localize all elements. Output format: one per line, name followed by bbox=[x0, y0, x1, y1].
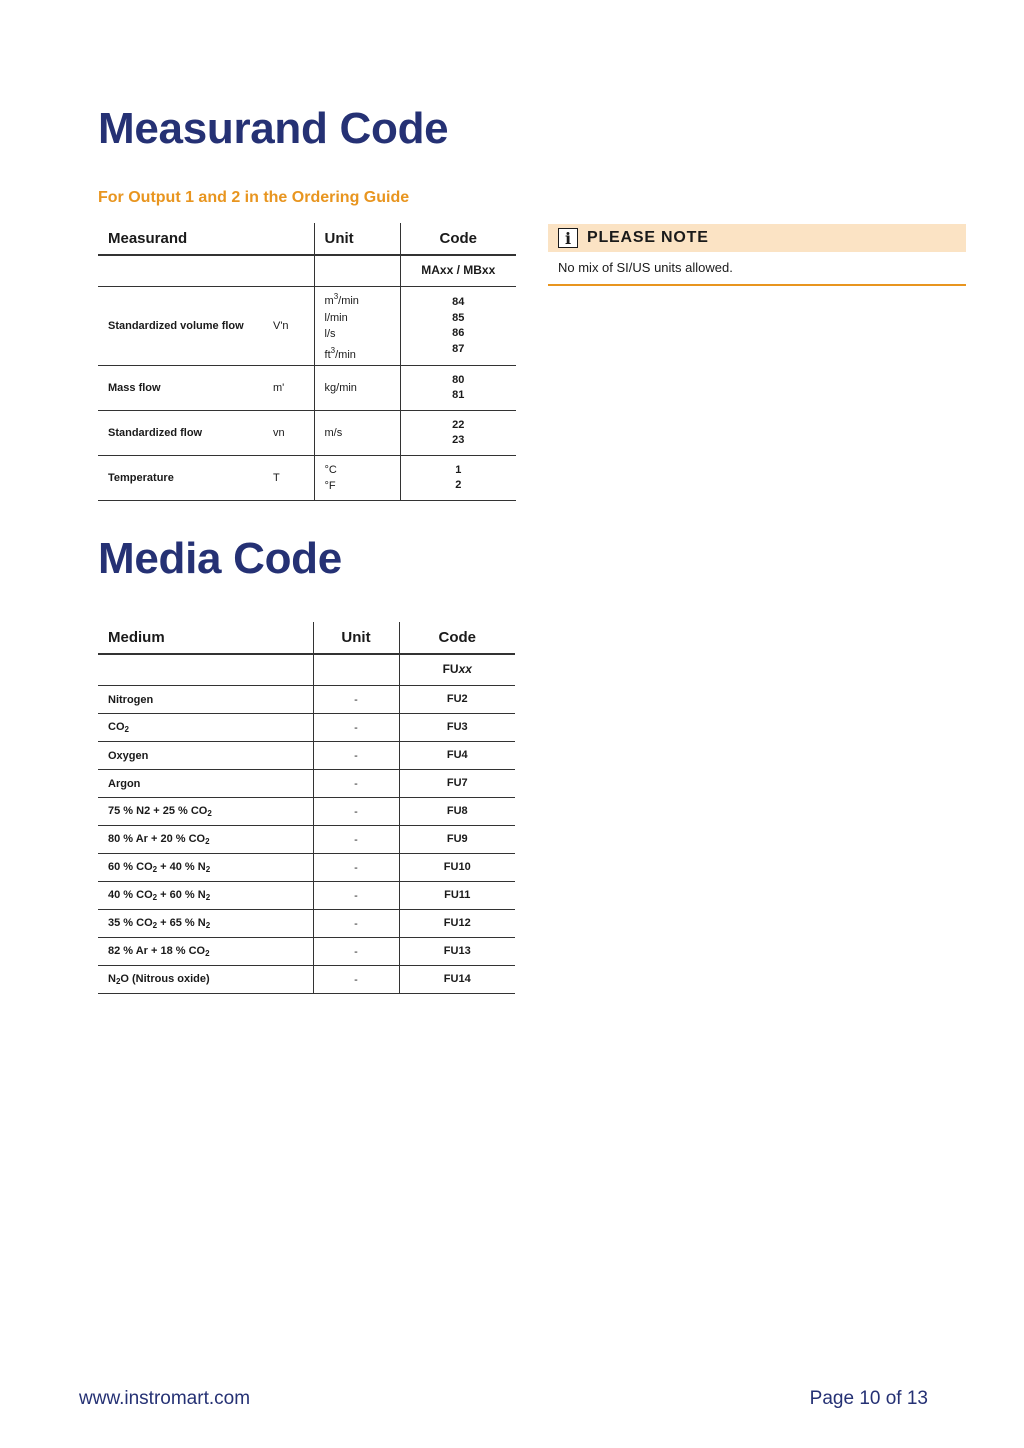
code-value: 22 bbox=[452, 418, 465, 431]
medium-unit: - bbox=[313, 826, 399, 854]
code-value: 86 bbox=[452, 327, 465, 339]
medium-unit: - bbox=[313, 882, 399, 910]
website-link[interactable]: www.instromart.com bbox=[79, 1388, 251, 1409]
medium-name: $CO_2$ bbox=[98, 714, 313, 742]
medium-header: Medium bbox=[98, 622, 313, 654]
code-prefix-row bbox=[98, 255, 516, 287]
measurand-row bbox=[98, 411, 516, 456]
medium-name: 35 % $CO_2 + 65$ % $N_2$ bbox=[98, 910, 313, 938]
unit-header: Unit bbox=[314, 223, 400, 255]
medium-name: Oxygen bbox=[98, 742, 313, 770]
medium-name: Nitrogen bbox=[98, 686, 313, 714]
medium-code: FU9 bbox=[399, 826, 515, 854]
code-prefix: FUxx bbox=[399, 654, 515, 686]
code-prefix-row bbox=[98, 654, 515, 686]
media-row bbox=[98, 938, 515, 966]
medium-code: FU8 bbox=[399, 798, 515, 826]
measurand-symbol: T bbox=[273, 456, 314, 501]
code-value: 85 bbox=[452, 311, 465, 324]
measurand-table bbox=[98, 223, 516, 501]
unit-value: m/s bbox=[324, 426, 343, 439]
medium-name: 80 % Ar + 20 % $CO_2$ bbox=[98, 826, 313, 854]
measurand-name: Temperature bbox=[98, 456, 273, 501]
page-number: Page 10 of 13 bbox=[809, 1388, 928, 1409]
medium-code: FU10 bbox=[399, 854, 515, 882]
medium-code: FU13 bbox=[399, 938, 515, 966]
code-value: 81 bbox=[452, 389, 465, 401]
medium-name: Argon bbox=[98, 770, 313, 798]
measurand-name: Mass flow bbox=[98, 366, 273, 411]
measurand-header: Measurand bbox=[98, 223, 314, 255]
medium-unit: - bbox=[313, 742, 399, 770]
note-text: No mix of SI/US units allowed. bbox=[548, 252, 966, 286]
measurand-codes bbox=[400, 456, 516, 501]
medium-code: FU12 bbox=[399, 910, 515, 938]
measurand-symbol: V'n bbox=[273, 287, 314, 366]
medium-unit: - bbox=[313, 798, 399, 826]
measurand-name: Standardized volume flow bbox=[98, 287, 273, 366]
measurand-name: Standardized flow bbox=[98, 411, 273, 456]
medium-unit: - bbox=[313, 714, 399, 742]
note-header bbox=[548, 224, 966, 252]
medium-unit: - bbox=[313, 966, 399, 994]
medium-unit: - bbox=[313, 938, 399, 966]
unit-value: °F bbox=[324, 480, 336, 492]
media-row bbox=[98, 798, 515, 826]
please-note-box bbox=[548, 224, 966, 286]
measurand-row bbox=[98, 366, 516, 411]
medium-name: 75 % N2 + 25 % $CO_2$ bbox=[98, 798, 313, 826]
medium-name: 40 % $CO_2 + 60$ % $N_2$ bbox=[98, 882, 313, 910]
measurand-subtitle: For Output 1 and 2 in the Ordering Guide bbox=[98, 189, 410, 206]
medium-unit: - bbox=[313, 770, 399, 798]
media-code-title: Media Code bbox=[98, 534, 342, 583]
measurand-symbol: vn bbox=[273, 411, 314, 456]
media-row bbox=[98, 910, 515, 938]
code-header: Code bbox=[400, 223, 516, 255]
medium-unit: - bbox=[313, 686, 399, 714]
media-row bbox=[98, 686, 515, 714]
media-row bbox=[98, 854, 515, 882]
measurand-units bbox=[314, 366, 400, 411]
media-row bbox=[98, 742, 515, 770]
code-value: 2 bbox=[455, 479, 462, 491]
medium-code: FU2 bbox=[399, 686, 515, 714]
media-row bbox=[98, 714, 515, 742]
unit-value: °C bbox=[324, 463, 337, 476]
measurand-codes bbox=[400, 287, 516, 366]
medium-code: FU11 bbox=[399, 882, 515, 910]
media-row bbox=[98, 966, 515, 994]
measurand-units bbox=[314, 456, 400, 501]
medium-code: FU3 bbox=[399, 714, 515, 742]
measurand-codes bbox=[400, 411, 516, 456]
measurand-row bbox=[98, 456, 516, 501]
measurand-codes bbox=[400, 366, 516, 411]
media-table bbox=[98, 622, 515, 994]
medium-unit: - bbox=[313, 910, 399, 938]
media-row bbox=[98, 882, 515, 910]
code-value: 1 bbox=[455, 463, 462, 476]
medium-code: FU14 bbox=[399, 966, 515, 994]
code-value: 23 bbox=[452, 434, 465, 446]
measurand-symbol: m' bbox=[273, 366, 314, 411]
unit-value: $m^3/\min$ bbox=[324, 292, 359, 307]
unit-header: Unit bbox=[313, 622, 399, 654]
medium-name: 82 % Ar + 18 % $CO_2$ bbox=[98, 938, 313, 966]
note-title: PLEASE NOTE bbox=[587, 229, 709, 246]
info-icon: i bbox=[558, 228, 578, 248]
measurand-units bbox=[314, 287, 400, 366]
medium-name: 60 % $CO_2 + 40$ % $N_2$ bbox=[98, 854, 313, 882]
unit-value: l/min bbox=[324, 311, 348, 324]
measurand-units bbox=[314, 411, 400, 456]
unit-value: l/s bbox=[324, 328, 336, 340]
medium-code: FU7 bbox=[399, 770, 515, 798]
code-value: 87 bbox=[452, 342, 465, 355]
code-value: 84 bbox=[452, 296, 465, 308]
code-prefix: MAxx / MBxx bbox=[400, 255, 516, 287]
media-header-row bbox=[98, 622, 515, 654]
measurand-code-title: Measurand Code bbox=[98, 104, 449, 153]
measurand-header-row bbox=[98, 223, 516, 255]
media-row bbox=[98, 826, 515, 854]
medium-unit: - bbox=[313, 854, 399, 882]
unit-value: $ft^3/\min$ bbox=[324, 345, 356, 361]
medium-name: $N_2O$ (Nitrous oxide) bbox=[98, 966, 313, 994]
measurand-row bbox=[98, 287, 516, 366]
code-header: Code bbox=[399, 622, 515, 654]
media-row bbox=[98, 770, 515, 798]
medium-code: FU4 bbox=[399, 742, 515, 770]
code-value: 80 bbox=[452, 373, 465, 386]
unit-value: kg/min bbox=[324, 381, 357, 394]
